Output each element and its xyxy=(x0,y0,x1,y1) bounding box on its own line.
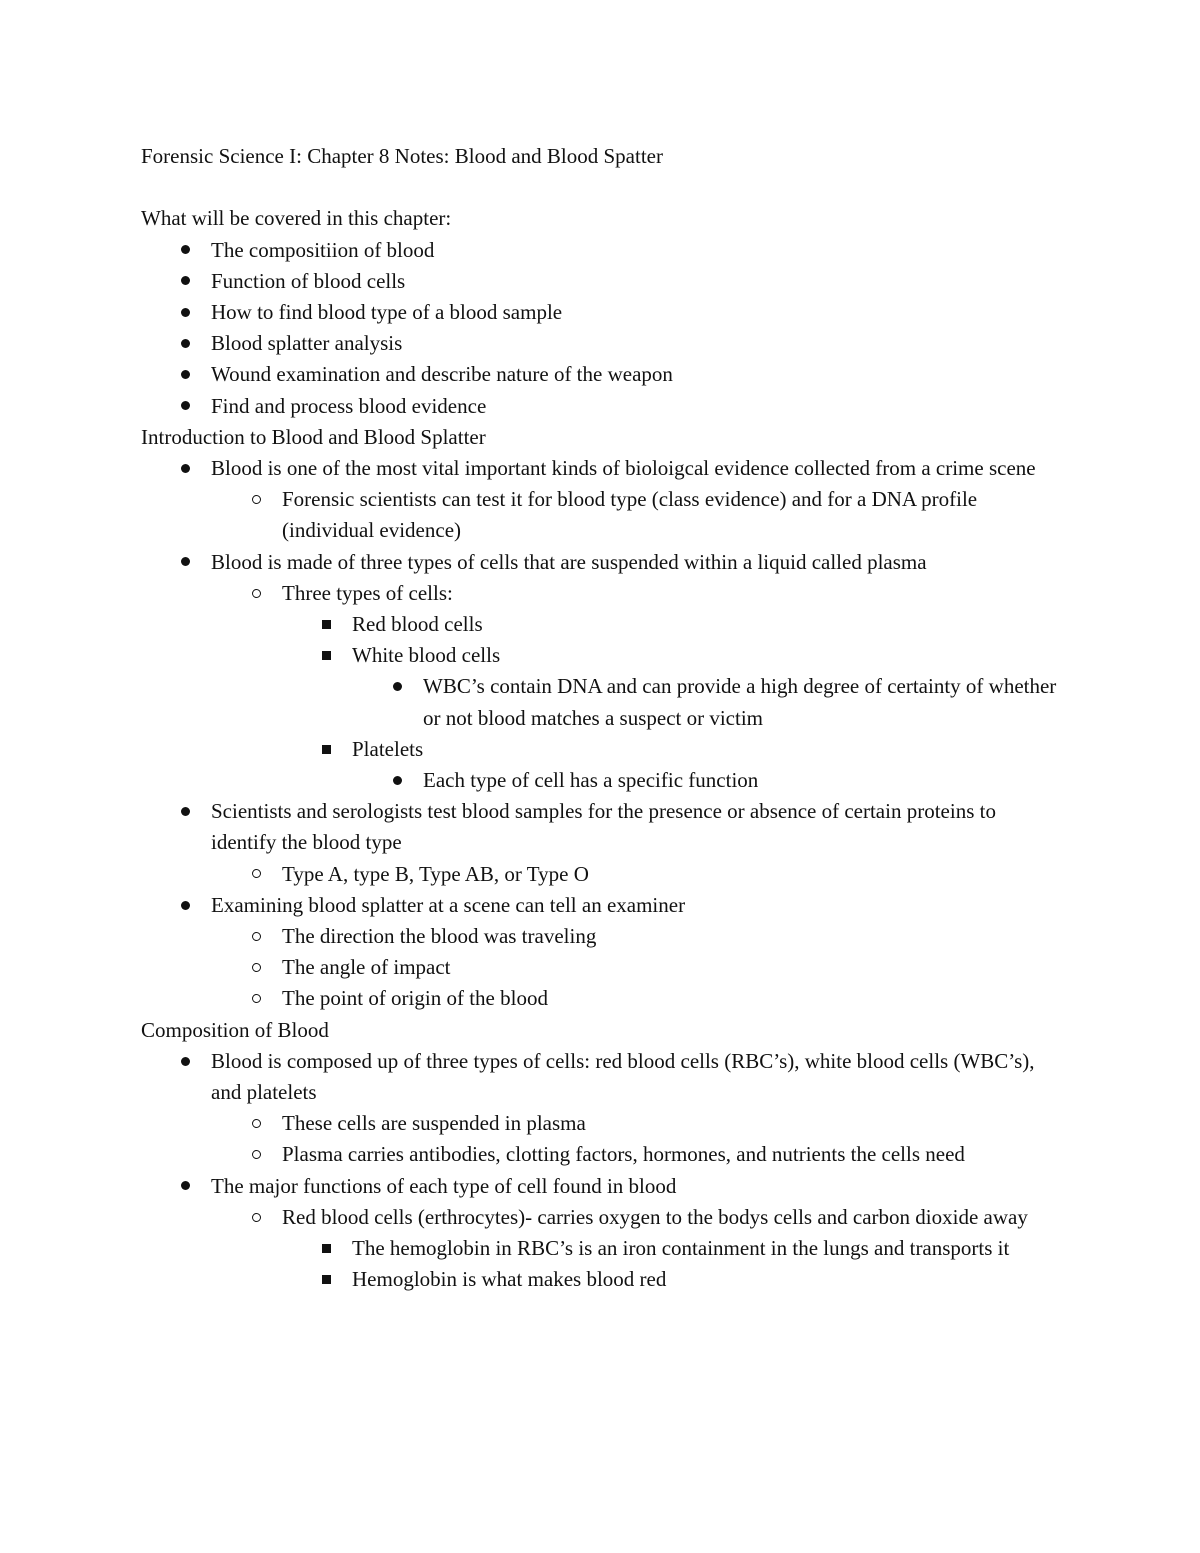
list-item: The hemoglobin in RBC’s is an iron containment in the lungs and transports it xyxy=(141,1233,1061,1264)
hollow-bullet-icon xyxy=(246,921,266,952)
list-item: The compositiion of blood xyxy=(141,235,1061,266)
bullet-icon xyxy=(175,796,195,827)
list-item: Hemoglobin is what makes blood red xyxy=(141,1264,1061,1295)
square-bullet-icon xyxy=(316,609,336,640)
list-item: The major functions of each type of cell found in blood xyxy=(141,1171,1061,1202)
covered-heading: What will be covered in this chapter: xyxy=(141,206,452,231)
composition-list xyxy=(141,1046,1061,1296)
bullet-icon xyxy=(175,391,195,422)
hollow-bullet-icon xyxy=(246,484,266,515)
bullet-icon xyxy=(175,453,195,484)
bullet-icon xyxy=(387,671,407,702)
hollow-bullet-icon xyxy=(246,1108,266,1139)
hollow-bullet-icon xyxy=(246,983,266,1014)
square-bullet-icon xyxy=(316,734,336,765)
list-item: The point of origin of the blood xyxy=(141,983,1061,1014)
list-item: Wound examination and describe nature of the weapon xyxy=(141,359,1061,390)
list-item: Three types of cells: xyxy=(141,578,1061,609)
list-item: Red blood cells xyxy=(141,609,1061,640)
hollow-bullet-icon xyxy=(246,1139,266,1170)
hollow-bullet-icon xyxy=(246,578,266,609)
square-bullet-icon xyxy=(316,1233,336,1264)
bullet-icon xyxy=(175,328,195,359)
hollow-bullet-icon xyxy=(246,1202,266,1233)
list-item: Each type of cell has a specific function xyxy=(141,765,1061,796)
list-item: Blood is composed up of three types of cells: red blood cells (RBC’s), white blood cells (WBC’s), and platelets xyxy=(141,1046,1061,1108)
covered-list xyxy=(141,235,1061,422)
bullet-icon xyxy=(175,359,195,390)
square-bullet-icon xyxy=(316,640,336,671)
intro-list xyxy=(141,453,1061,1015)
list-item: Function of blood cells xyxy=(141,266,1061,297)
list-item: Blood is one of the most vital important kinds of bioloigcal evidence collected from a crime scene xyxy=(141,453,1061,484)
document-content xyxy=(141,141,1061,1296)
bullet-icon xyxy=(175,547,195,578)
list-item: These cells are suspended in plasma xyxy=(141,1108,1061,1139)
bullet-icon xyxy=(387,765,407,796)
list-item: White blood cells xyxy=(141,640,1061,671)
list-item: WBC’s contain DNA and can provide a high degree of certainty of whether or not blood matches a suspect or victim xyxy=(141,671,1061,733)
list-item: Blood is made of three types of cells that are suspended within a liquid called plasma xyxy=(141,547,1061,578)
bullet-icon xyxy=(175,890,195,921)
list-item: How to find blood type of a blood sample xyxy=(141,297,1061,328)
list-item: Platelets xyxy=(141,734,1061,765)
list-item: Find and process blood evidence xyxy=(141,391,1061,422)
bullet-icon xyxy=(175,235,195,266)
list-item: Examining blood splatter at a scene can tell an examiner xyxy=(141,890,1061,921)
document-title: Forensic Science I: Chapter 8 Notes: Blood and Blood Spatter xyxy=(141,144,663,168)
bullet-icon xyxy=(175,1046,195,1077)
list-item: The angle of impact xyxy=(141,952,1061,983)
list-item: Scientists and serologists test blood samples for the presence or absence of certain proteins to identify the blood type xyxy=(141,796,1061,858)
list-item: Type A, type B, Type AB, or Type O xyxy=(141,859,1061,890)
square-bullet-icon xyxy=(316,1264,336,1295)
hollow-bullet-icon xyxy=(246,952,266,983)
bullet-icon xyxy=(175,297,195,328)
list-item: Plasma carries antibodies, clotting factors, hormones, and nutrients the cells need xyxy=(141,1139,1061,1170)
blank-line xyxy=(141,172,1061,203)
hollow-bullet-icon xyxy=(246,859,266,890)
list-item: Red blood cells (erthrocytes)- carries oxygen to the bodys cells and carbon dioxide away xyxy=(141,1202,1061,1233)
list-item: The direction the blood was traveling xyxy=(141,921,1061,952)
intro-heading: Introduction to Blood and Blood Splatter xyxy=(141,424,486,449)
bullet-icon xyxy=(175,1171,195,1202)
composition-heading: Composition of Blood xyxy=(141,1017,329,1042)
list-item: Forensic scientists can test it for blood type (class evidence) and for a DNA profile (individual evidence) xyxy=(141,484,1061,546)
bullet-icon xyxy=(175,266,195,297)
list-item: Blood splatter analysis xyxy=(141,328,1061,359)
